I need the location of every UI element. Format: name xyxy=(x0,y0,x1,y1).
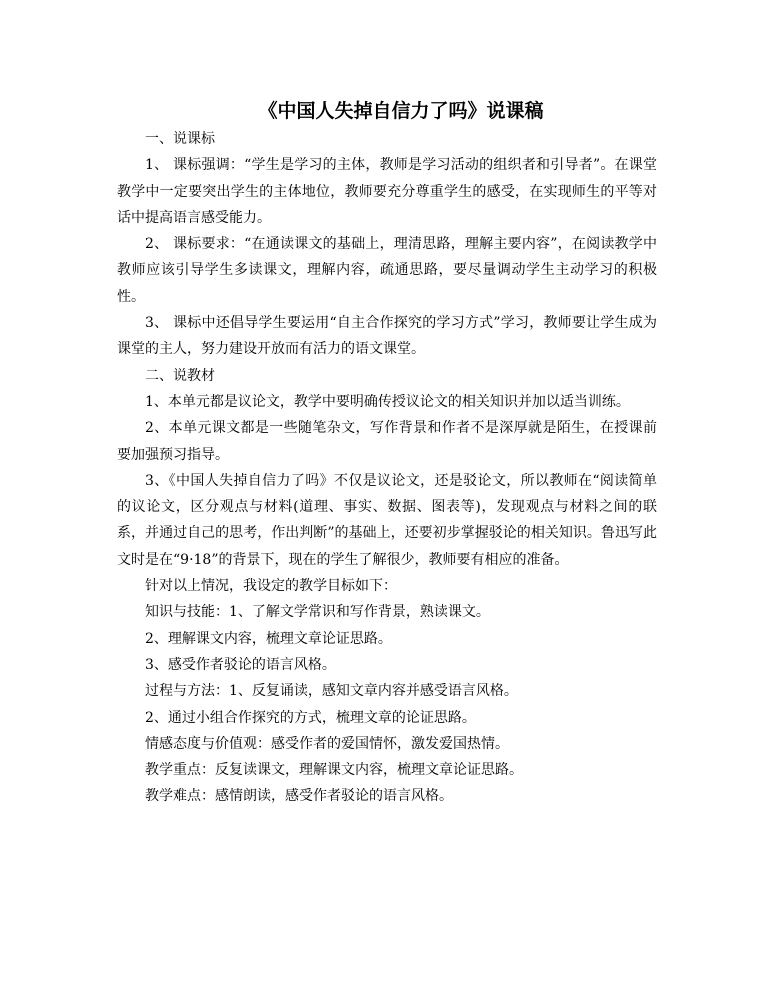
paragraph-emotion-values: 情感态度与价值观：感受作者的爱国情怀，激发爱国热情。 xyxy=(145,735,509,752)
paragraph-textbook-1: 1、本单元都是议论文，教学中要明确传授议论文的相关知识并加以适当训练。 xyxy=(145,393,630,410)
document-page xyxy=(117,96,657,810)
paragraph-process-2: 2、通过小组合作探究的方式，梳理文章的论证思路。 xyxy=(145,709,476,726)
document-title: 《中国人失掉自信力了吗》说课稿 xyxy=(258,100,544,122)
paragraph-knowledge-3: 3、感受作者驳论的语言风格。 xyxy=(145,656,336,673)
paragraph-process-methods: 过程与方法：1、反复诵读，感知文章内容并感受语言风格。 xyxy=(145,683,518,700)
paragraph-textbook-2: 2、本单元课文都是一些随笔杂文，写作背景和作者不是深厚就是陌生，在授课前要加强预习指导。 xyxy=(117,420,657,463)
paragraph-knowledge-2: 2、理解课文内容，梳理文章论证思路。 xyxy=(145,630,392,647)
document-body xyxy=(117,126,657,810)
paragraph-textbook-3: 3、《中国人失掉自信力了吗》不仅是议论文，还是驳论文，所以教师在“阅读简单的议论文，区分观点与材料(道理、事实、数据、图表等)，发现观点与材料之间的联系，并通过自己的思考，作出判断”的基础上，还要初步掌握驳论的相关知识。鲁迅写此文时是在“9·18”的背景下，现在的学生了解很少，教师要有相应的准备。 xyxy=(117,472,657,568)
paragraph-teaching-difficulty: 教学难点：感情朗读，感受作者驳论的语言风格。 xyxy=(145,788,453,805)
section-heading-textbook: 二、说教材 xyxy=(145,367,215,384)
paragraph-objectives-intro: 针对以上情况，我设定的教学目标如下： xyxy=(145,578,397,595)
paragraph-curriculum-3: 3、 课标中还倡导学生要运用“自主合作探究的学习方式”学习，教师要让学生成为课堂的主人，努力建设开放而有活力的语文课堂。 xyxy=(117,315,657,358)
paragraph-curriculum-2: 2、 课标要求：“在通读课文的基础上，理清思路，理解主要内容”，在阅读教学中教师应该引导学生多读课文，理解内容，疏通思路，要尽量调动学生主动学习的积极性。 xyxy=(117,236,657,305)
paragraph-teaching-focus: 教学重点：反复读课文，理解课文内容，梳理文章论证思路。 xyxy=(145,762,523,779)
paragraph-knowledge-skills: 知识与技能：1、了解文学常识和写作背景，熟读课文。 xyxy=(145,604,490,621)
paragraph-curriculum-1: 1、 课标强调：“学生是学习的主体，教师是学习活动的组织者和引导者”。在课堂教学中一定要突出学生的主体地位，教师要充分尊重学生的感受，在实现师生的平等对话中提高语言感受能力。 xyxy=(117,157,657,226)
section-heading-curriculum: 一、说课标 xyxy=(145,131,215,147)
